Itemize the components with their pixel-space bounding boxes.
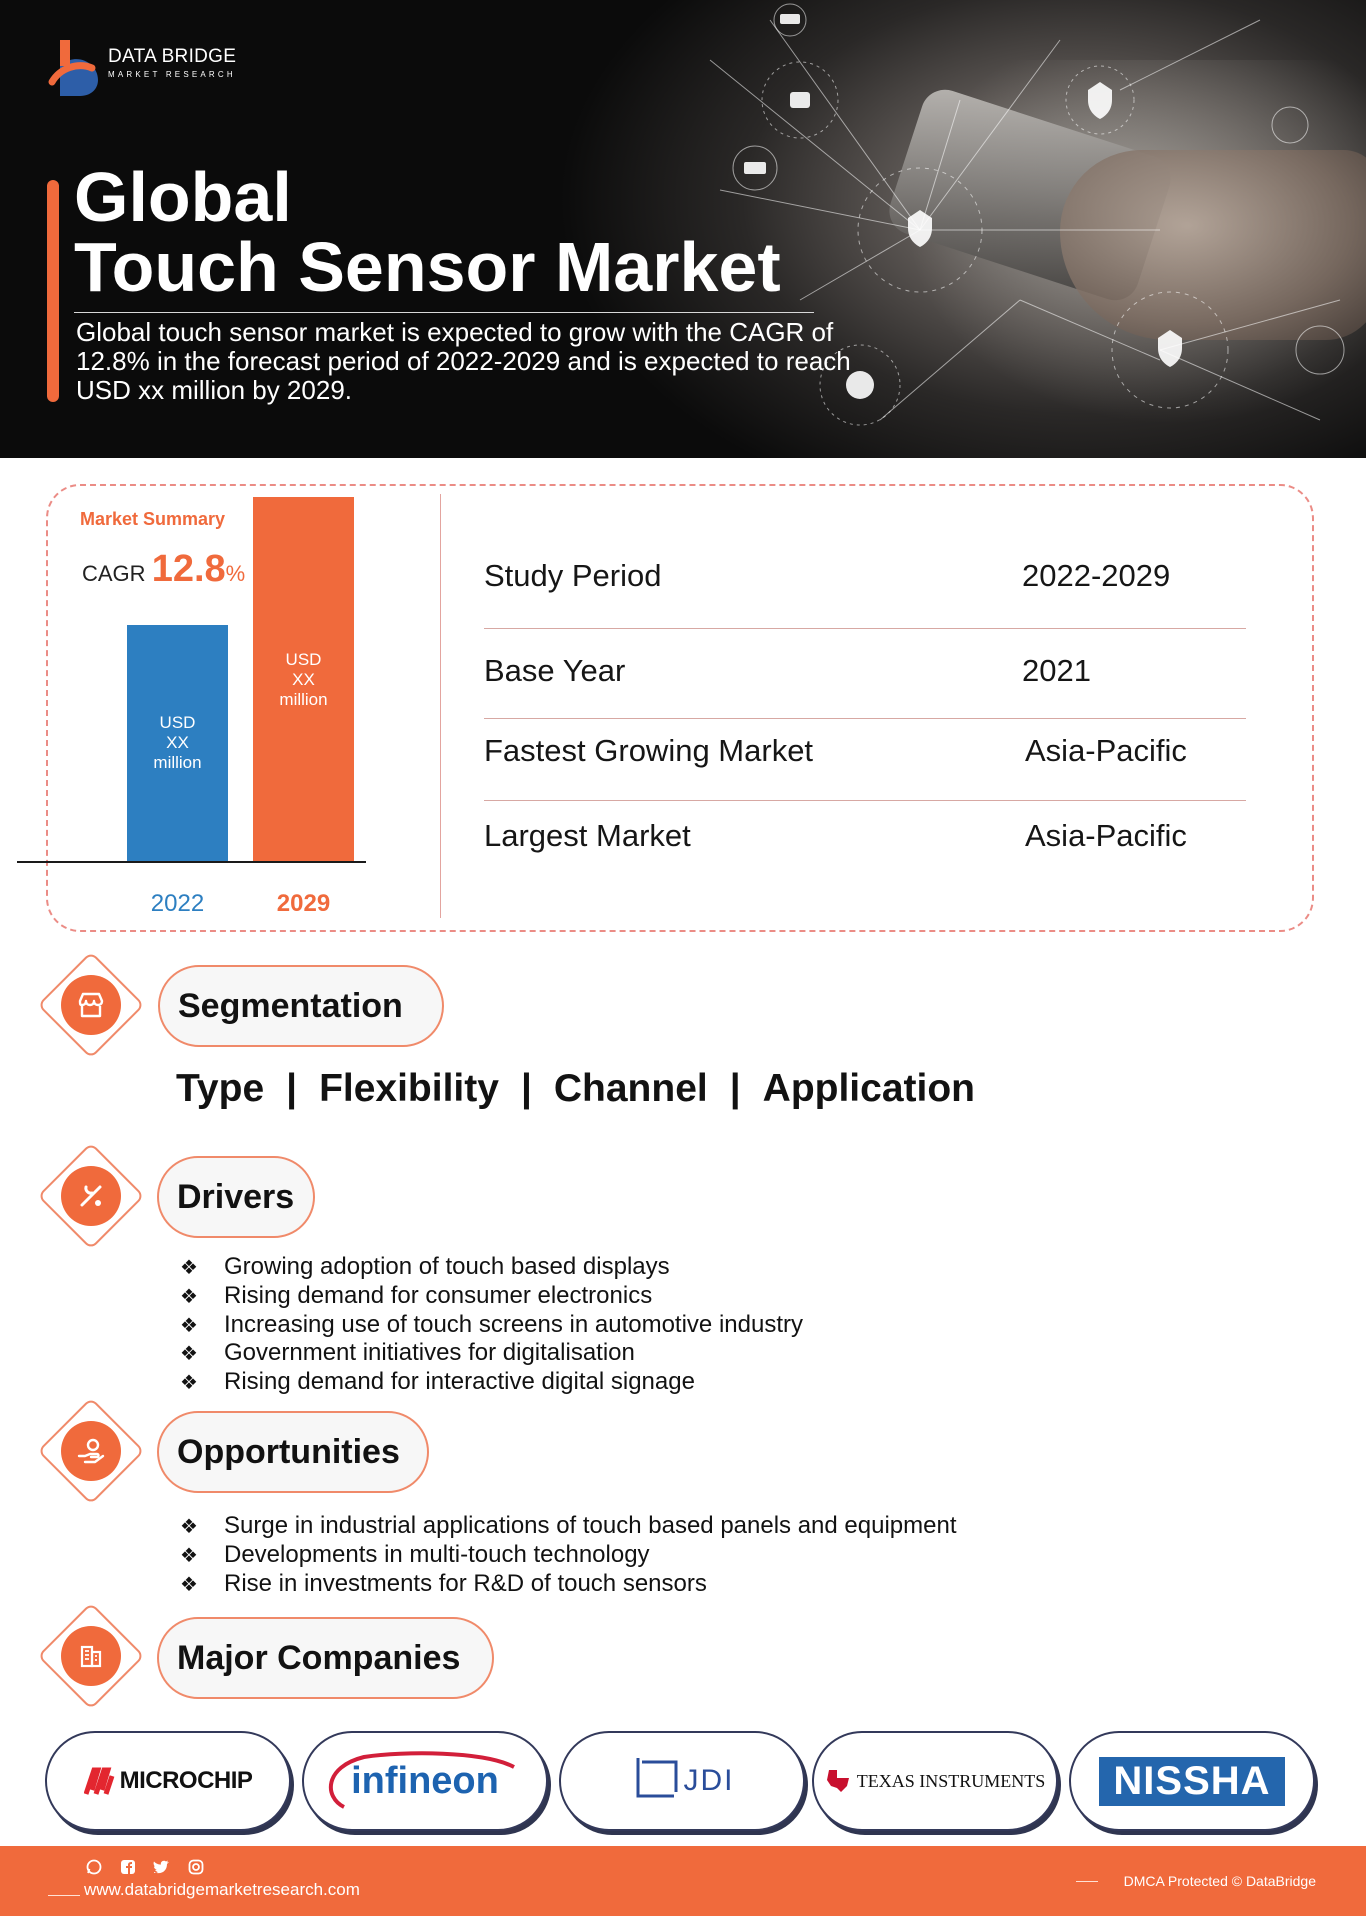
chart-tick-2022: 2022 [150, 890, 205, 917]
twitter-icon[interactable] [152, 1857, 172, 1877]
logo-nissha [1069, 1731, 1315, 1831]
microchip-icon [84, 1766, 118, 1796]
logo-jdi [559, 1731, 805, 1831]
whatsapp-icon[interactable] [84, 1857, 104, 1877]
segment-separator: | [729, 1067, 741, 1110]
driver-text: Rising demand for consumer electronics [224, 1281, 653, 1309]
segment-application: Application [762, 1067, 975, 1110]
list-item [180, 1570, 957, 1599]
segment-separator: | [520, 1067, 532, 1110]
fastest-growing-label: Fastest Growing Market [484, 733, 814, 768]
list-item [180, 1311, 803, 1340]
data-bridge-logo-icon [46, 38, 102, 96]
footer-rule [48, 1895, 80, 1896]
social-links [84, 1857, 206, 1877]
jdi-wordmark: JDI [683, 1764, 735, 1797]
title-line-1: Global [74, 158, 292, 236]
market-description: Global touch sensor market is expected to grow with the CAGR of 12.8% in the forecast period of 2022-2029 and is expected to reach USD xx million by 2029. [76, 317, 851, 405]
list-item [180, 1282, 803, 1311]
dmca-notice: DMCA Protected © DataBridge [1123, 1873, 1316, 1889]
bullet-icon: ❖ [180, 1343, 198, 1366]
list-item [180, 1253, 803, 1282]
list-item [180, 1541, 957, 1570]
list-item [180, 1512, 957, 1541]
ti-wordmark: TEXAS INSTRUMENTS [856, 1770, 1046, 1791]
bullet-icon: ❖ [180, 1314, 198, 1337]
opportunities-list [180, 1512, 957, 1598]
segment-flexibility: Flexibility [319, 1067, 499, 1110]
chart-bar-label-2022: USD XX million [153, 713, 202, 773]
nissha-wordmark: NISSHA [1099, 1757, 1284, 1806]
driver-text: Government initiatives for digitalisation [224, 1339, 635, 1367]
facebook-icon[interactable] [118, 1857, 138, 1877]
website-link[interactable]: www.databridgemarketresearch.com [84, 1880, 360, 1899]
opportunity-text: Rise in investments for R&D of touch sensors [224, 1569, 707, 1597]
title-line-2: Touch Sensor Market [74, 228, 781, 306]
list-item [180, 1339, 803, 1368]
chart-x-axis [17, 861, 366, 863]
drivers-list [180, 1253, 803, 1397]
microchip-wordmark: MICROCHIP [119, 1767, 253, 1794]
chart-bar-2022 [127, 625, 228, 862]
market-summary-label: Market Summary [80, 509, 226, 529]
companies-heading: Major Companies [157, 1617, 494, 1699]
jdi-bracket-icon [630, 1756, 680, 1806]
row-divider [484, 718, 1246, 719]
chart-tick-2029: 2029 [276, 890, 331, 917]
tools-icon [61, 1166, 121, 1226]
study-period-value: 2022-2029 [1022, 558, 1171, 593]
drivers-heading: Drivers [157, 1156, 315, 1238]
brand-name: DATA BRIDGE [108, 46, 237, 67]
segment-channel: Channel [553, 1067, 708, 1110]
cagr-label: CAGR [82, 561, 146, 586]
largest-market-value: Asia-Pacific [1025, 818, 1187, 853]
hero-banner [0, 0, 1366, 458]
market-bar-chart [100, 500, 400, 930]
store-icon [61, 975, 121, 1035]
title-accent-bar [47, 180, 59, 402]
segmentation-heading: Segmentation [158, 965, 444, 1047]
opportunity-text: Developments in multi-touch technology [224, 1540, 650, 1568]
fastest-growing-value: Asia-Pacific [1025, 733, 1187, 768]
segment-separator: | [286, 1067, 298, 1110]
chart-bar-label-2029: USD XX million [279, 649, 328, 709]
bullet-icon: ❖ [180, 1516, 198, 1538]
instagram-icon[interactable] [186, 1857, 206, 1877]
logo-infineon [302, 1731, 548, 1831]
base-year-value: 2021 [1022, 653, 1091, 688]
building-icon [61, 1626, 121, 1686]
bullet-icon: ❖ [180, 1573, 198, 1596]
logo-microchip [45, 1731, 291, 1831]
page-title [74, 158, 894, 306]
infineon-wordmark: infineon [351, 1759, 499, 1802]
row-divider [484, 800, 1246, 801]
row-divider [484, 628, 1246, 629]
segment-type: Type [176, 1067, 265, 1110]
texas-state-icon [825, 1768, 851, 1794]
bullet-icon: ❖ [180, 1257, 198, 1279]
footer-rule [1076, 1881, 1098, 1882]
data-bridge-logo[interactable] [46, 38, 266, 98]
bullet-icon: ❖ [180, 1285, 198, 1308]
hand-money-icon [61, 1421, 121, 1481]
segmentation-list [176, 1067, 975, 1111]
largest-market-label: Largest Market [484, 818, 691, 853]
title-rule [74, 312, 814, 313]
cagr-value: 12.8 [151, 548, 226, 590]
logo-texas-instruments [812, 1731, 1058, 1831]
bullet-icon: ❖ [180, 1544, 198, 1567]
opportunities-heading: Opportunities [157, 1411, 429, 1493]
summary-divider [440, 494, 441, 918]
driver-text: Increasing use of touch screens in automotive industry [224, 1310, 803, 1338]
list-item [180, 1368, 803, 1397]
driver-text: Rising demand for interactive digital signage [224, 1368, 695, 1396]
cagr-unit: % [225, 561, 246, 586]
driver-text: Growing adoption of touch based displays [224, 1253, 670, 1280]
chart-bar-2029 [253, 497, 354, 862]
bullet-icon: ❖ [180, 1372, 198, 1395]
brand-tagline: MARKET RESEARCH [108, 70, 236, 79]
study-period-label: Study Period [484, 558, 662, 593]
base-year-label: Base Year [484, 653, 626, 688]
opportunity-text: Surge in industrial applications of touch based panels and equipment [224, 1512, 957, 1539]
